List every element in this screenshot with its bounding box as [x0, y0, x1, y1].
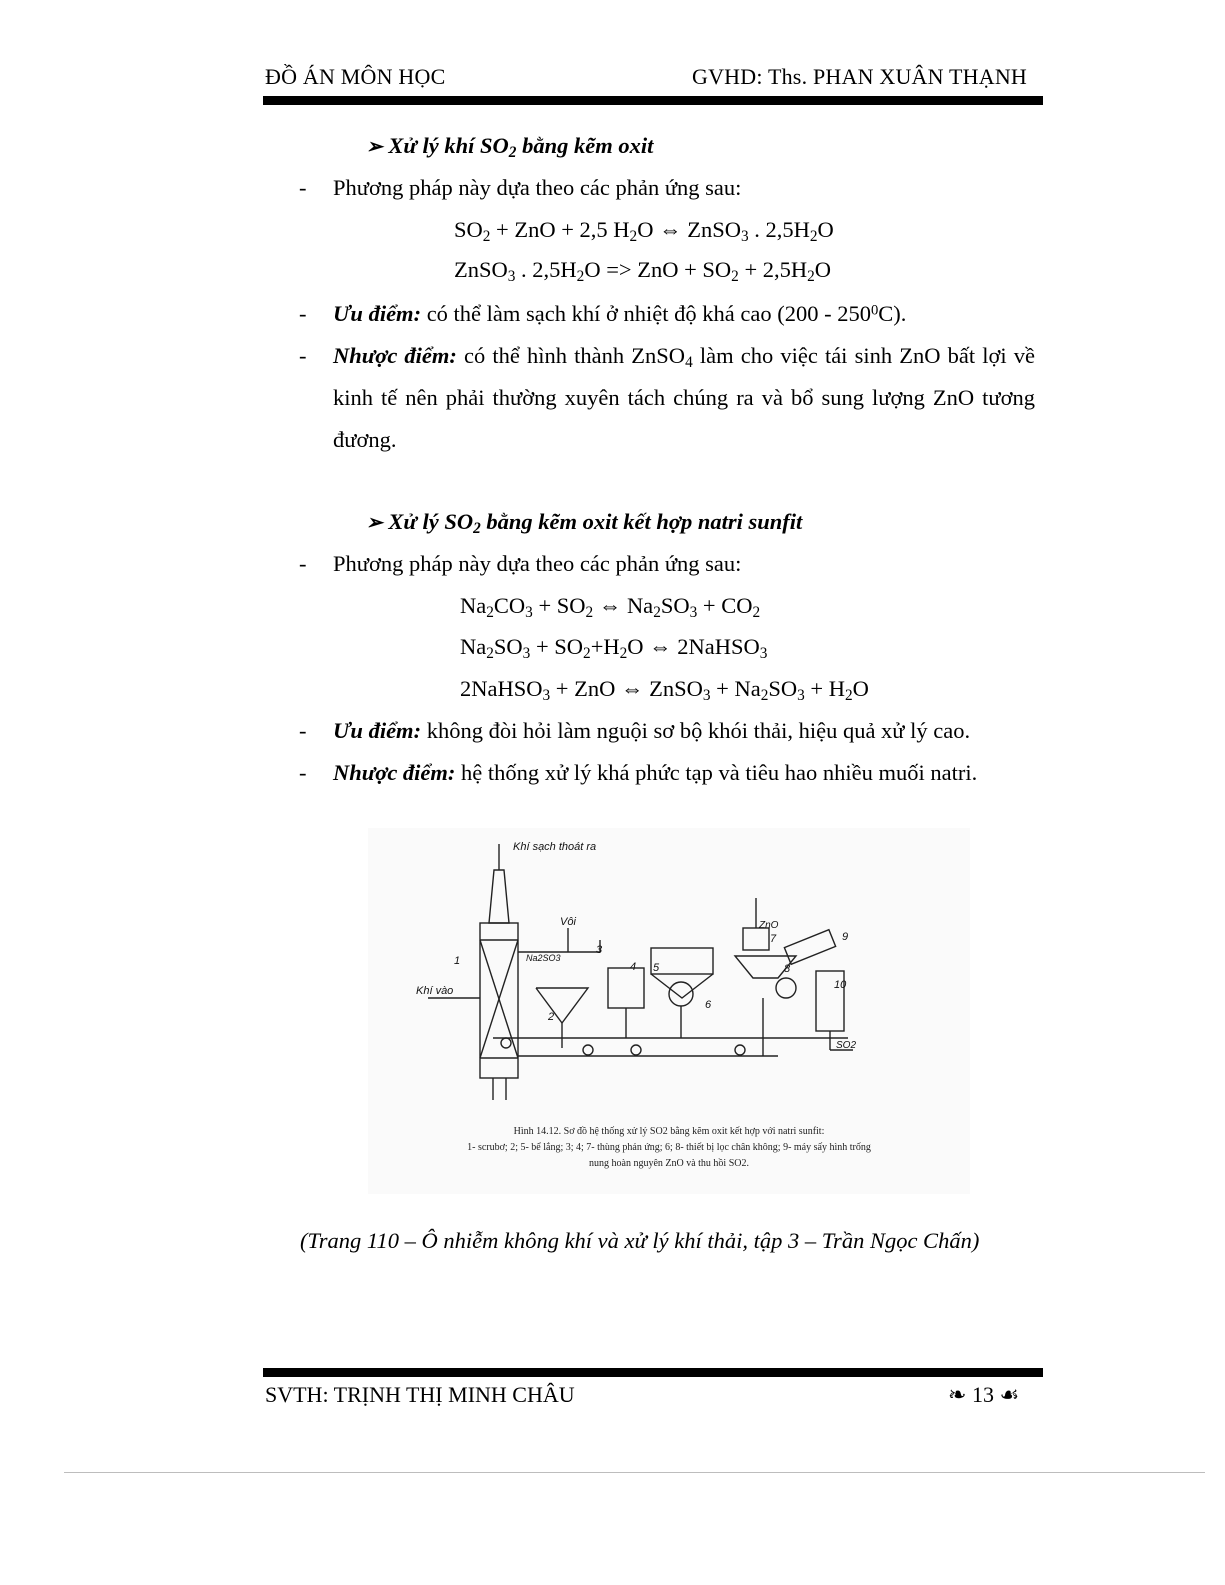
label-clean-gas: Khí sạch thoát ra	[513, 841, 597, 853]
figure-caption-line2: 1- scrubơ; 2; 5- bể lắng; 3; 4; 7- thùng phản ứng; 6; 8- thiết bị lọc chân không; 9- máy sấy hình trống	[467, 1142, 871, 1153]
header-rule	[263, 96, 1043, 105]
label-zno: ZnO	[759, 920, 779, 931]
label-n5: 5	[653, 962, 660, 974]
equation-4: $Na_2SO_3 + SO_2+H_2O$ ⇔ 2NaHSO$_3$	[460, 634, 768, 662]
equation-3: $Na_2CO_3 + SO_2$ ⇔ $Na_2SO_3 + CO_2$	[460, 593, 761, 621]
label-n6: 6	[705, 999, 712, 1011]
dash-bullet: -	[299, 551, 307, 576]
header-right: GVHD: Ths. PHAN XUÂN THẠNH	[692, 64, 1028, 89]
label-gas-in: Khí vào	[416, 985, 454, 997]
label-n10: 10	[834, 979, 847, 991]
label-n3: 3	[596, 944, 603, 956]
process-diagram-figure	[368, 828, 970, 1194]
footer-author: SVTH: TRỊNH THỊ MINH CHÂU	[265, 1382, 575, 1407]
section2-disadvantage: Nhược điểm: hệ thống xử lý khá phức tạp và tiêu hao nhiều muối natri.	[333, 760, 978, 785]
ornament-right-icon: ☙	[999, 1382, 1020, 1407]
dash-bullet: -	[299, 175, 307, 200]
label-n1: 1	[454, 955, 461, 967]
figure-caption-line3: nung hoàn nguyên ZnO và thu hồi SO2.	[589, 1158, 749, 1169]
label-so2: SO2	[836, 1040, 857, 1051]
label-n7: 7	[770, 933, 777, 945]
section2-intro: Phương pháp này dựa theo các phản ứng sau:	[333, 551, 742, 576]
page-number: ❧ 13 ☙	[948, 1382, 1020, 1407]
equation-2: ZnSO$_3$ . $2,5H_2O$ => ZnO + $SO_2 + 2,5H_2O$	[454, 257, 832, 285]
header-left: ĐỒ ÁN MÔN HỌC	[265, 64, 446, 89]
equation-1: $SO_2$ + ZnO + 2,5 $H_2O$ ⇔ ZnSO$_3$ . $2,5H_2O$	[454, 217, 834, 245]
process-diagram	[368, 828, 970, 1194]
label-na2so3: Na2SO3	[526, 953, 561, 963]
dash-bullet: -	[299, 301, 307, 326]
label-n2: 2	[548, 1011, 555, 1023]
arrow-bullet-icon: ➢	[366, 136, 383, 158]
section1-advantage: Ưu điểm: có thể làm sạch khí ở nhiệt độ khá cao $(200 - 250^0C)$.	[333, 301, 907, 326]
dash-bullet: -	[299, 718, 307, 743]
ornament-left-icon: ❧	[948, 1382, 967, 1407]
dash-bullet: -	[299, 343, 307, 368]
label-n9: 9	[842, 931, 849, 943]
equation-5: 2NaHSO$_3$ + ZnO ⇔ ZnSO$_3$ + $Na_2SO_3 + H_2O$	[460, 676, 869, 704]
section1-heading: ➢ Xử lý khí $SO_2$ bằng kẽm oxit	[366, 133, 654, 161]
section2-advantage: Ưu điểm: không đòi hỏi làm nguội sơ bộ khói thải, hiệu quả xử lý cao.	[333, 718, 971, 743]
dash-bullet: -	[299, 760, 307, 785]
section1-intro: Phương pháp này dựa theo các phản ứng sau:	[333, 175, 742, 200]
label-lime: Vôi	[560, 916, 576, 928]
source-citation: (Trang 110 – Ô nhiễm không khí và xử lý khí thải, tập 3 – Trần Ngọc Chấn)	[300, 1228, 980, 1253]
figure-caption-line1: Hình 14.12. Sơ đồ hệ thống xử lý SO2 bằng kẽm oxit kết hợp với natri sunfit:	[513, 1126, 825, 1137]
section2-heading: ➢ Xử lý $SO_2$ bằng kẽm oxit kết hợp natri sunfit	[366, 509, 803, 537]
label-n8: 8	[784, 963, 791, 975]
arrow-bullet-icon: ➢	[366, 512, 383, 534]
footer-rule	[263, 1368, 1043, 1377]
page-divider	[64, 1472, 1205, 1473]
section1-disadvantage: Nhược điểm: có thể hình thành ZnSO$_4$ làm cho việc tái sinh ZnO bất lợi về kinh tế nên phải thường xuyên tách chúng ra và bổ sung lượng ZnO tương đương.	[333, 343, 1035, 452]
label-n4: 4	[630, 961, 637, 973]
